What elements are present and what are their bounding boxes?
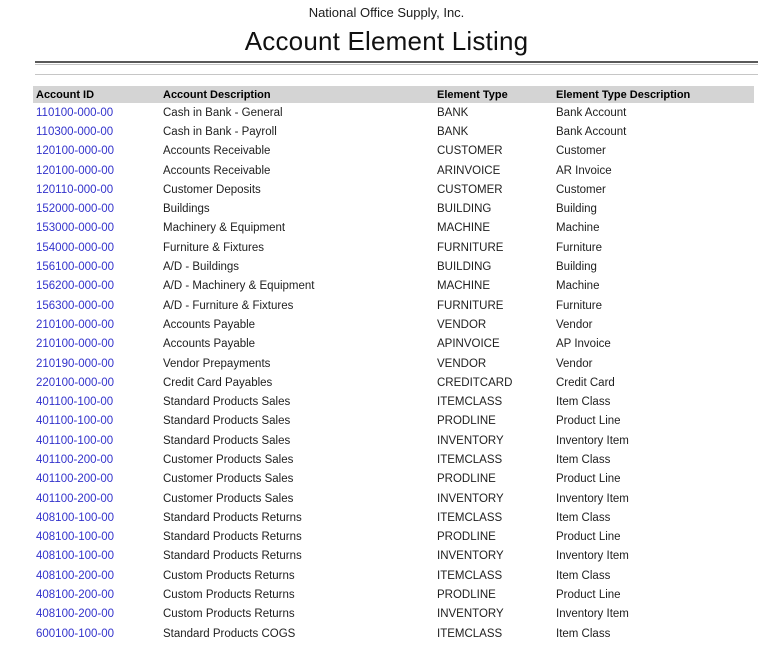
account-description-cell: A/D - Furniture & Fixtures bbox=[163, 299, 294, 312]
account-description-cell: Cash in Bank - Payroll bbox=[163, 125, 277, 138]
table-row bbox=[33, 392, 754, 411]
account-element-table bbox=[33, 86, 754, 643]
account-id-cell[interactable]: 110300-000-00 bbox=[36, 125, 114, 138]
account-id-cell[interactable]: 408100-200-00 bbox=[36, 589, 115, 602]
element-type-cell: PRODLINE bbox=[437, 531, 496, 544]
element-type-cell: ITEMCLASS bbox=[437, 569, 503, 582]
account-id-cell[interactable]: 210100-000-00 bbox=[36, 318, 115, 331]
element-type-cell: CUSTOMER bbox=[437, 183, 503, 196]
element-type-description-cell: AR Invoice bbox=[556, 164, 612, 177]
element-type-cell: FURNITURE bbox=[437, 299, 504, 312]
element-type-cell: INVENTORY bbox=[437, 550, 504, 563]
table-row bbox=[33, 122, 754, 141]
element-type-description-cell: Product Line bbox=[556, 589, 621, 602]
table-row bbox=[33, 103, 754, 122]
table-row bbox=[33, 219, 754, 238]
account-description-cell: Customer Deposits bbox=[163, 183, 261, 196]
element-type-cell: MACHINE bbox=[437, 222, 491, 235]
account-id-cell[interactable]: 401100-200-00 bbox=[36, 492, 114, 505]
account-description-cell: Custom Products Returns bbox=[163, 589, 295, 602]
account-id-cell[interactable]: 153000-000-00 bbox=[36, 222, 115, 235]
element-type-description-cell: Building bbox=[556, 203, 597, 216]
account-id-cell[interactable]: 401100-200-00 bbox=[36, 473, 114, 486]
account-id-cell[interactable]: 156100-000-00 bbox=[36, 261, 115, 274]
column-header-element-type-description: Element Type Description bbox=[553, 86, 754, 103]
element-type-cell: ITEMCLASS bbox=[437, 511, 503, 524]
account-id-cell[interactable]: 408100-100-00 bbox=[36, 511, 115, 524]
element-type-description-cell: Item Class bbox=[556, 396, 611, 409]
account-description-cell: Custom Products Returns bbox=[163, 569, 295, 582]
account-description-cell: Customer Products Sales bbox=[163, 492, 294, 505]
element-type-cell: BUILDING bbox=[437, 261, 492, 274]
account-id-cell[interactable]: 408100-200-00 bbox=[36, 569, 115, 582]
table-row bbox=[33, 373, 754, 392]
account-description-cell: Furniture & Fixtures bbox=[163, 241, 264, 254]
element-type-description-cell: Building bbox=[556, 261, 597, 274]
account-description-cell: Standard Products Sales bbox=[163, 415, 291, 428]
column-header-account-description: Account Description bbox=[160, 86, 434, 103]
table-row bbox=[33, 199, 754, 218]
element-type-description-cell: Item Class bbox=[556, 453, 611, 466]
account-description-cell: Custom Products Returns bbox=[163, 608, 295, 621]
table-row bbox=[33, 585, 754, 604]
element-type-description-cell: Machine bbox=[556, 280, 600, 293]
element-type-cell: MACHINE bbox=[437, 280, 491, 293]
element-type-description-cell: Item Class bbox=[556, 569, 611, 582]
table-row bbox=[33, 450, 754, 469]
account-description-cell: A/D - Machinery & Equipment bbox=[163, 280, 315, 293]
account-id-cell[interactable]: 120100-000-00 bbox=[36, 145, 115, 158]
element-type-description-cell: Customer bbox=[556, 145, 606, 158]
column-header-account-id: Account ID bbox=[33, 86, 160, 103]
table-row bbox=[33, 470, 754, 489]
table-row bbox=[33, 354, 754, 373]
account-id-cell[interactable]: 210190-000-00 bbox=[36, 357, 115, 370]
table-row bbox=[33, 528, 754, 547]
table-header-row bbox=[33, 86, 754, 103]
account-id-cell[interactable]: 408100-200-00 bbox=[36, 608, 115, 621]
table-row bbox=[33, 412, 754, 431]
element-type-cell: VENDOR bbox=[437, 357, 487, 370]
element-type-cell: CREDITCARD bbox=[437, 376, 513, 389]
element-type-description-cell: Machine bbox=[556, 222, 600, 235]
element-type-description-cell: Inventory Item bbox=[556, 492, 629, 505]
table-row bbox=[33, 142, 754, 161]
table-row bbox=[33, 238, 754, 257]
element-type-cell: VENDOR bbox=[437, 318, 487, 331]
account-id-cell[interactable]: 401100-100-00 bbox=[36, 415, 114, 428]
element-type-cell: ITEMCLASS bbox=[437, 453, 503, 466]
title-separator-bottom-rule bbox=[35, 74, 758, 75]
account-description-cell: Cash in Bank - General bbox=[163, 106, 283, 119]
account-id-cell[interactable]: 156200-000-00 bbox=[36, 280, 115, 293]
element-type-description-cell: Vendor bbox=[556, 318, 593, 331]
element-type-cell: INVENTORY bbox=[437, 434, 504, 447]
company-name: National Office Supply, Inc. bbox=[308, 5, 465, 20]
account-description-cell: Standard Products COGS bbox=[163, 627, 296, 640]
table-row bbox=[33, 315, 754, 334]
account-description-cell: Standard Products Returns bbox=[163, 550, 302, 563]
account-id-cell[interactable]: 408100-100-00 bbox=[36, 550, 115, 563]
account-id-cell[interactable]: 401100-100-00 bbox=[36, 434, 114, 447]
table-row bbox=[33, 431, 754, 450]
table-row bbox=[33, 508, 754, 527]
element-type-description-cell: Inventory Item bbox=[556, 550, 629, 563]
element-type-cell: PRODLINE bbox=[437, 589, 496, 602]
account-id-cell[interactable]: 401100-100-00 bbox=[36, 396, 114, 409]
account-description-cell: Machinery & Equipment bbox=[163, 222, 286, 235]
element-type-description-cell: Furniture bbox=[556, 299, 603, 312]
element-type-description-cell: Item Class bbox=[556, 511, 611, 524]
element-type-cell: CUSTOMER bbox=[437, 145, 503, 158]
element-type-description-cell: Product Line bbox=[556, 415, 621, 428]
table-row bbox=[33, 161, 754, 180]
account-description-cell: Accounts Receivable bbox=[163, 145, 271, 158]
table-body bbox=[33, 103, 754, 643]
element-type-cell: BANK bbox=[437, 106, 469, 119]
element-type-description-cell: Inventory Item bbox=[556, 608, 629, 621]
account-id-cell[interactable]: 156300-000-00 bbox=[36, 299, 115, 312]
element-type-description-cell: Product Line bbox=[556, 473, 621, 486]
account-id-cell[interactable]: 401100-200-00 bbox=[36, 453, 114, 466]
account-id-cell[interactable]: 110100-000-00 bbox=[36, 106, 114, 119]
account-id-cell[interactable]: 600100-100-00 bbox=[36, 627, 115, 640]
account-description-cell: A/D - Buildings bbox=[163, 261, 240, 274]
table-row bbox=[33, 180, 754, 199]
table-row bbox=[33, 489, 754, 508]
page-title: Account Element Listing bbox=[244, 26, 529, 56]
element-type-cell: ARINVOICE bbox=[437, 164, 501, 177]
table-row bbox=[33, 566, 754, 585]
element-type-cell: INVENTORY bbox=[437, 608, 504, 621]
element-type-cell: BANK bbox=[437, 125, 469, 138]
element-type-cell: PRODLINE bbox=[437, 415, 496, 428]
table-row bbox=[33, 257, 754, 276]
table-row bbox=[33, 547, 754, 566]
table-row bbox=[33, 296, 754, 315]
element-type-description-cell: Credit Card bbox=[556, 376, 615, 389]
account-description-cell: Credit Card Payables bbox=[163, 376, 273, 389]
table-row bbox=[33, 605, 754, 624]
account-description-cell: Accounts Payable bbox=[163, 318, 256, 331]
element-type-description-cell: Product Line bbox=[556, 531, 621, 544]
account-description-cell: Standard Products Returns bbox=[163, 511, 302, 524]
account-description-cell: Customer Products Sales bbox=[163, 473, 294, 486]
element-type-description-cell: Bank Account bbox=[556, 125, 627, 138]
column-header-element-type: Element Type bbox=[434, 86, 553, 103]
element-type-description-cell: Customer bbox=[556, 183, 606, 196]
element-type-cell: PRODLINE bbox=[437, 473, 496, 486]
table-row bbox=[33, 335, 754, 354]
element-type-cell: INVENTORY bbox=[437, 492, 504, 505]
element-type-description-cell: AP Invoice bbox=[556, 338, 611, 351]
account-id-cell[interactable]: 154000-000-00 bbox=[36, 241, 115, 254]
element-type-description-cell: Inventory Item bbox=[556, 434, 629, 447]
title-separator-top-rule bbox=[35, 61, 758, 65]
element-type-cell: ITEMCLASS bbox=[437, 627, 503, 640]
table-row bbox=[33, 277, 754, 296]
account-id-cell[interactable]: 408100-100-00 bbox=[36, 531, 115, 544]
account-id-cell[interactable]: 120110-000-00 bbox=[36, 183, 114, 196]
element-type-description-cell: Vendor bbox=[556, 357, 593, 370]
element-type-cell: ITEMCLASS bbox=[437, 396, 503, 409]
account-description-cell: Buildings bbox=[163, 203, 210, 216]
element-type-description-cell: Item Class bbox=[556, 627, 611, 640]
account-id-cell[interactable]: 220100-000-00 bbox=[36, 376, 115, 389]
account-description-cell: Accounts Payable bbox=[163, 338, 256, 351]
element-type-description-cell: Bank Account bbox=[556, 106, 627, 119]
account-id-cell[interactable]: 120100-000-00 bbox=[36, 164, 115, 177]
account-description-cell: Standard Products Sales bbox=[163, 396, 291, 409]
account-description-cell: Vendor Prepayments bbox=[163, 357, 271, 370]
account-description-cell: Customer Products Sales bbox=[163, 453, 294, 466]
account-description-cell: Standard Products Returns bbox=[163, 531, 302, 544]
element-type-description-cell: Furniture bbox=[556, 241, 603, 254]
element-type-cell: BUILDING bbox=[437, 203, 492, 216]
element-type-cell: FURNITURE bbox=[437, 241, 504, 254]
table-row bbox=[33, 624, 754, 643]
account-id-cell[interactable]: 210100-000-00 bbox=[36, 338, 115, 351]
element-type-cell: APINVOICE bbox=[437, 338, 500, 351]
account-description-cell: Standard Products Sales bbox=[163, 434, 291, 447]
account-id-cell[interactable]: 152000-000-00 bbox=[36, 203, 115, 216]
account-description-cell: Accounts Receivable bbox=[163, 164, 271, 177]
